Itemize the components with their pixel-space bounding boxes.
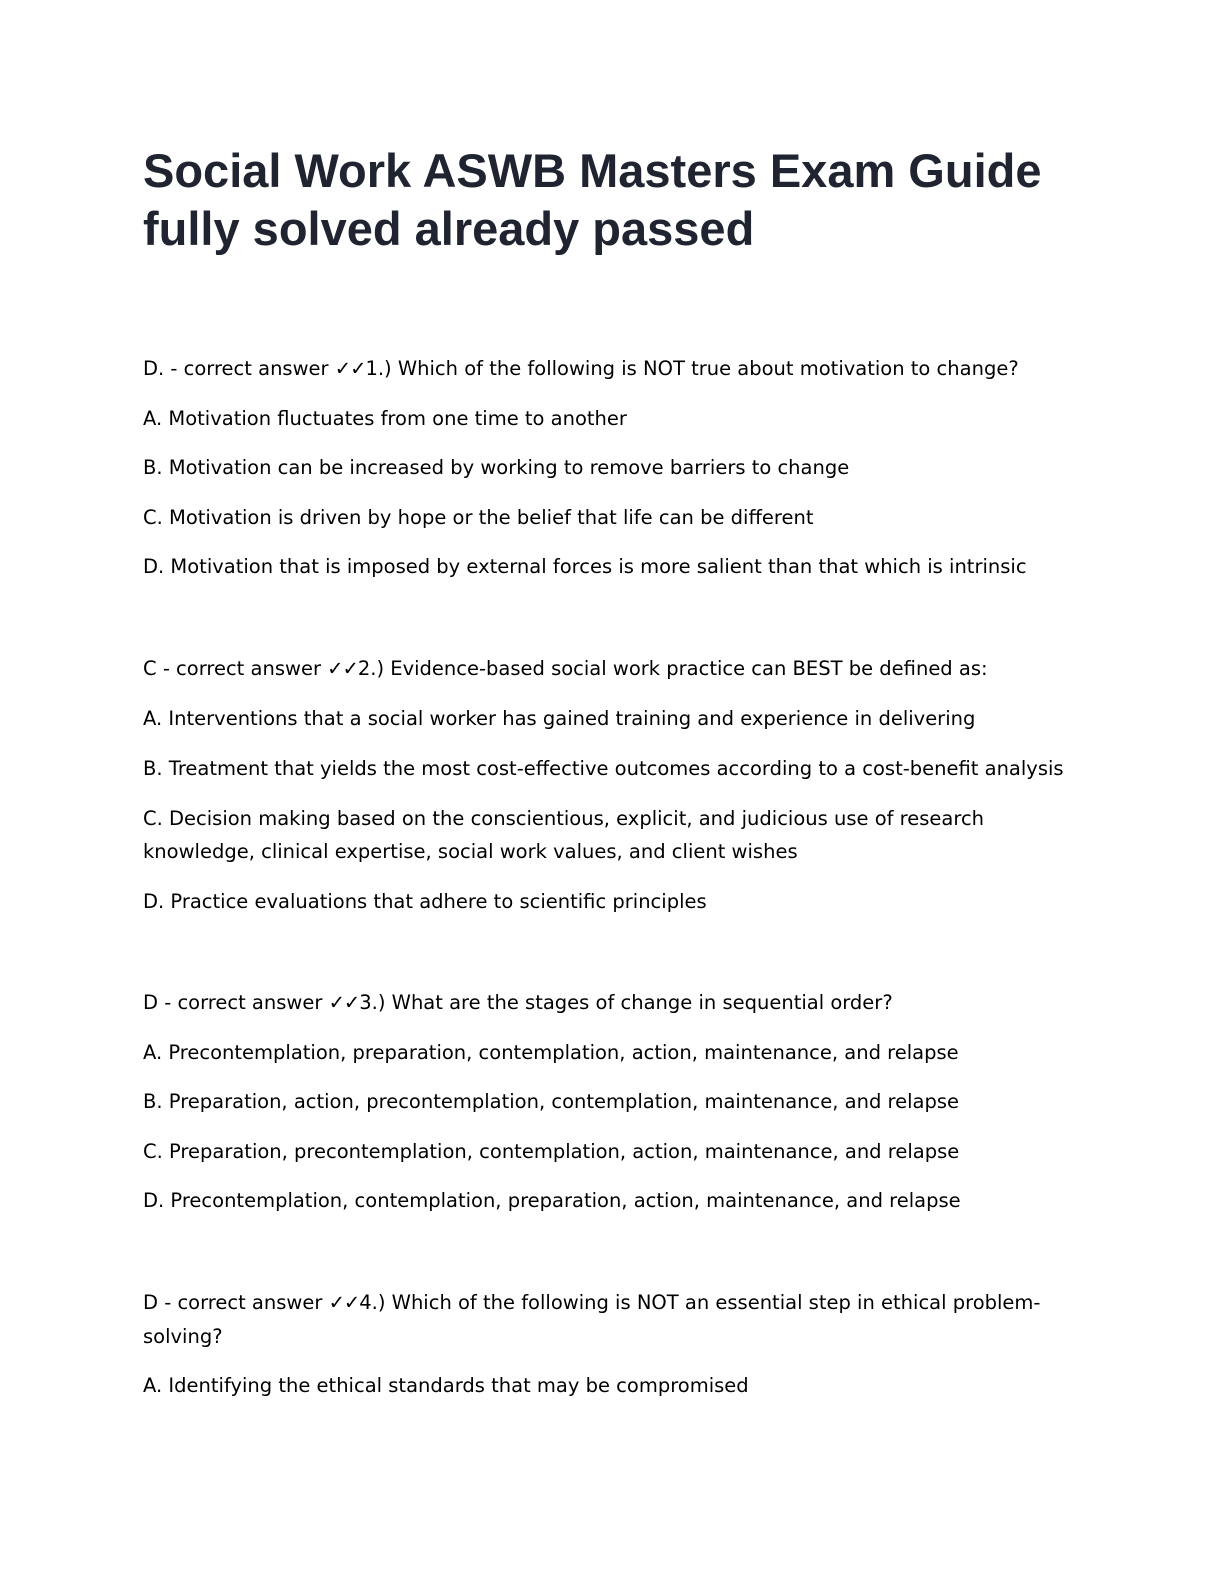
question-3-header <box>143 986 893 1020</box>
option-d: D. Motivation that is imposed by external forces is more salient than that which is intrinsic <box>143 555 1027 578</box>
answer-label: C - correct answer <box>143 657 328 680</box>
option-b: B. Motivation can be increased by working to remove barriers to change <box>143 456 850 479</box>
answer-label: D - correct answer <box>143 991 329 1014</box>
question-text: 1.) Which of the following is NOT true about motivation to change? <box>365 357 1019 380</box>
double-check-icon: ✓✓ <box>334 357 366 380</box>
option-d: D. Precontemplation, contemplation, preparation, action, maintenance, and relapse <box>143 1189 961 1212</box>
question-1-header <box>143 352 1019 386</box>
answer-label: D. - correct answer <box>143 357 335 380</box>
document-title-line-2: fully solved already passed <box>143 202 755 255</box>
question-4-continued: solving? <box>143 1325 223 1348</box>
option-a: A. Interventions that a social worker has gained training and experience in delivering <box>143 707 976 730</box>
double-check-icon: ✓✓ <box>328 1291 360 1314</box>
option-b: B. Preparation, action, precontemplation, contemplation, maintenance, and relapse <box>143 1090 960 1113</box>
option-c: C. Motivation is driven by hope or the belief that life can be different <box>143 506 814 529</box>
question-text: 2.) Evidence-based social work practice can BEST be defined as: <box>357 657 988 680</box>
option-c-continued: knowledge, clinical expertise, social work values, and client wishes <box>143 840 798 863</box>
option-a: A. Precontemplation, preparation, contemplation, action, maintenance, and relapse <box>143 1041 959 1064</box>
question-2-header <box>143 652 988 686</box>
double-check-icon: ✓✓ <box>328 991 360 1014</box>
option-a: A. Identifying the ethical standards that may be compromised <box>143 1374 749 1397</box>
question-text: 4.) Which of the following is NOT an essential step in ethical problem- <box>359 1291 1041 1314</box>
option-c: C. Decision making based on the conscientious, explicit, and judicious use of research <box>143 807 985 830</box>
question-text: 3.) What are the stages of change in sequential order? <box>359 991 893 1014</box>
option-c: C. Preparation, precontemplation, contemplation, action, maintenance, and relapse <box>143 1140 960 1163</box>
option-b: B. Treatment that yields the most cost-effective outcomes according to a cost-benefit analysis <box>143 757 1064 780</box>
question-4-header <box>143 1286 1040 1320</box>
document-title <box>143 142 1083 258</box>
document-title-line-1: Social Work ASWB Masters Exam Guide <box>143 144 1042 197</box>
double-check-icon: ✓✓ <box>327 657 358 680</box>
option-d: D. Practice evaluations that adhere to scientific principles <box>143 890 707 913</box>
answer-label: D - correct answer <box>143 1291 329 1314</box>
option-a: A. Motivation fluctuates from one time to another <box>143 407 627 430</box>
